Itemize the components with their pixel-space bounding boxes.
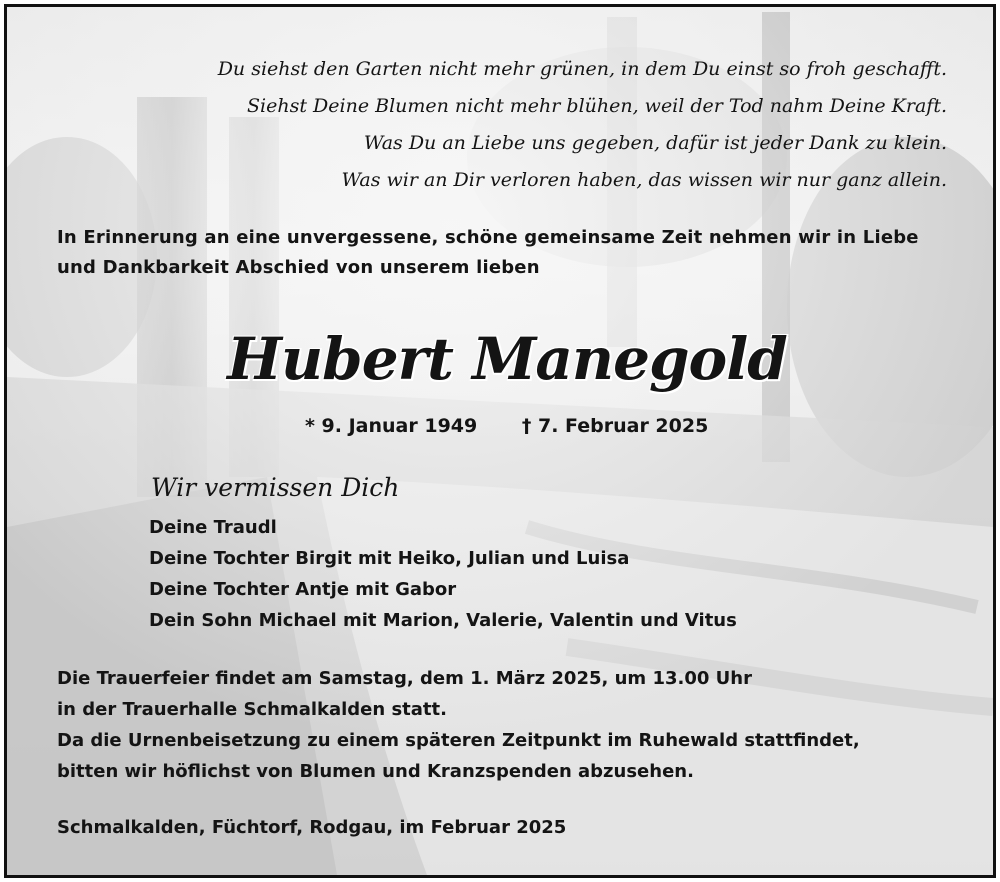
intro-text bbox=[57, 223, 919, 283]
deceased-name: Hubert Manegold bbox=[227, 325, 787, 393]
birth-date: * 9. Januar 1949 bbox=[305, 415, 478, 437]
info-line: bitten wir höflichst von Blumen und Kranzspenden abzusehen. bbox=[57, 761, 694, 782]
family-member: Deine Traudl bbox=[149, 517, 277, 538]
poem-line: Was wir an Dir verloren haben, das wissen wir nur ganz allein. bbox=[341, 169, 947, 191]
family-heading: Wir vermissen Dich bbox=[151, 473, 400, 502]
info-line: in der Trauerhalle Schmalkalden statt. bbox=[57, 699, 447, 720]
family-member: Dein Sohn Michael mit Marion, Valerie, Valentin und Vitus bbox=[149, 610, 737, 631]
life-dates bbox=[305, 415, 746, 437]
funeral-info bbox=[57, 663, 860, 787]
poem-line: Du siehst den Garten nicht mehr grünen, in dem Du einst so froh geschafft. bbox=[217, 58, 947, 80]
obituary-notice bbox=[4, 4, 996, 878]
poem bbox=[218, 51, 947, 199]
info-line: Da die Urnenbeisetzung zu einem späteren Zeitpunkt im Ruhewald stattfindet, bbox=[57, 730, 860, 751]
info-line: Die Trauerfeier findet am Samstag, dem 1. März 2025, um 13.00 Uhr bbox=[57, 668, 752, 689]
intro-line: und Dankbarkeit Abschied von unserem lieben bbox=[57, 257, 540, 278]
death-date: † 7. Februar 2025 bbox=[521, 415, 709, 437]
family-members bbox=[149, 512, 737, 636]
place-and-date: Schmalkalden, Füchtorf, Rodgau, im Februar 2025 bbox=[57, 817, 567, 838]
poem-line: Siehst Deine Blumen nicht mehr blühen, weil der Tod nahm Deine Kraft. bbox=[247, 95, 947, 117]
poem-line: Was Du an Liebe uns gegeben, dafür ist jeder Dank zu klein. bbox=[363, 132, 947, 154]
family-member: Deine Tochter Antje mit Gabor bbox=[149, 579, 457, 600]
intro-line: In Erinnerung an eine unvergessene, schöne gemeinsame Zeit nehmen wir in Liebe bbox=[57, 227, 919, 248]
family-member: Deine Tochter Birgit mit Heiko, Julian und Luisa bbox=[149, 548, 630, 569]
